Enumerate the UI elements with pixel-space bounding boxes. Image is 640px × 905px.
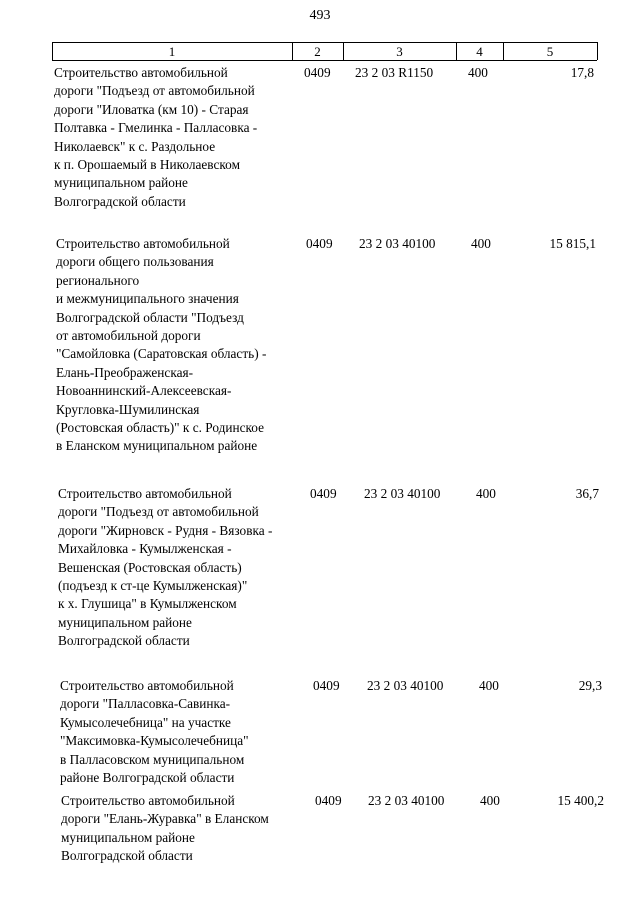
row-description: Строительство автомобильной дороги "Подъезд от автомобильной дороги "Жирновск - Рудня - Вязовка - Михайловка - Кумылженская - Вешенская (Ростовская область) (подъезд к ст-це Кумылженская)" к х. Глушица" в Кумылженском муниципальном районе Волгоградской области: [58, 486, 273, 649]
column-header-1: 1: [168, 44, 176, 59]
column-header-2: 2: [314, 44, 321, 59]
column-header-5: 5: [546, 44, 554, 59]
row-section-code: 0409: [304, 65, 331, 80]
row-expense-type: 400: [476, 486, 496, 501]
row-target-article: 23 2 03 40100: [364, 486, 441, 501]
column-divider: [597, 42, 598, 60]
column-header-4: 4: [476, 44, 483, 59]
row-section-code: 0409: [310, 486, 337, 501]
row-expense-type: 400: [479, 678, 499, 693]
column-header-3: 3: [396, 44, 403, 59]
row-description: Строительство автомобильной дороги "Елань-Журавка" в Еланском муниципальном районе Волгоградской области: [61, 793, 269, 864]
row-target-article: 23 2 03 40100: [359, 236, 436, 251]
row-target-article: 23 2 03 R1150: [355, 65, 434, 80]
row-description: Строительство автомобильной дороги общего пользования регионального и межмуниципального значения Волгоградской области "Подъезд от автомобильной дороги "Самойловка (Саратовская область) - Елань-Преображенская- Новоаннинский-Алексеевская- Кругловка-Шумилинская (Ростовская область)" к с. Родинское в Еланском муниципальном районе: [56, 236, 267, 454]
row-target-article: 23 2 03 40100: [367, 678, 444, 693]
page-number: 493: [309, 8, 331, 23]
row-expense-type: 400: [468, 65, 488, 80]
row-description: Строительство автомобильной дороги "Палласовка-Савинка- Кумысолечебница" на участке "Максимовка-Кумысолечебница" в Палласовском муниципальном районе Волгоградской области: [60, 678, 249, 786]
row-target-article: 23 2 03 40100: [368, 793, 445, 808]
table-header-bottom-rule: [52, 60, 597, 61]
row-amount: 15 815,1: [549, 236, 596, 251]
row-amount: 29,3: [578, 678, 602, 693]
row-section-code: 0409: [313, 678, 340, 693]
row-amount: 36,7: [575, 486, 599, 501]
row-expense-type: 400: [480, 793, 500, 808]
row-expense-type: 400: [471, 236, 491, 251]
row-section-code: 0409: [306, 236, 333, 251]
row-amount: 17,8: [570, 65, 594, 80]
row-description: Строительство автомобильной дороги "Подъезд от автомобильной дороги "Иловатка (км 10) - Старая Полтавка - Гмелинка - Палласовка - Николаевск" к с. Раздольное к п. Орошаемый в Николаевском муниципальном районе Волгоградской области: [54, 65, 258, 209]
row-amount: 15 400,2: [557, 793, 604, 808]
row-section-code: 0409: [315, 793, 342, 808]
